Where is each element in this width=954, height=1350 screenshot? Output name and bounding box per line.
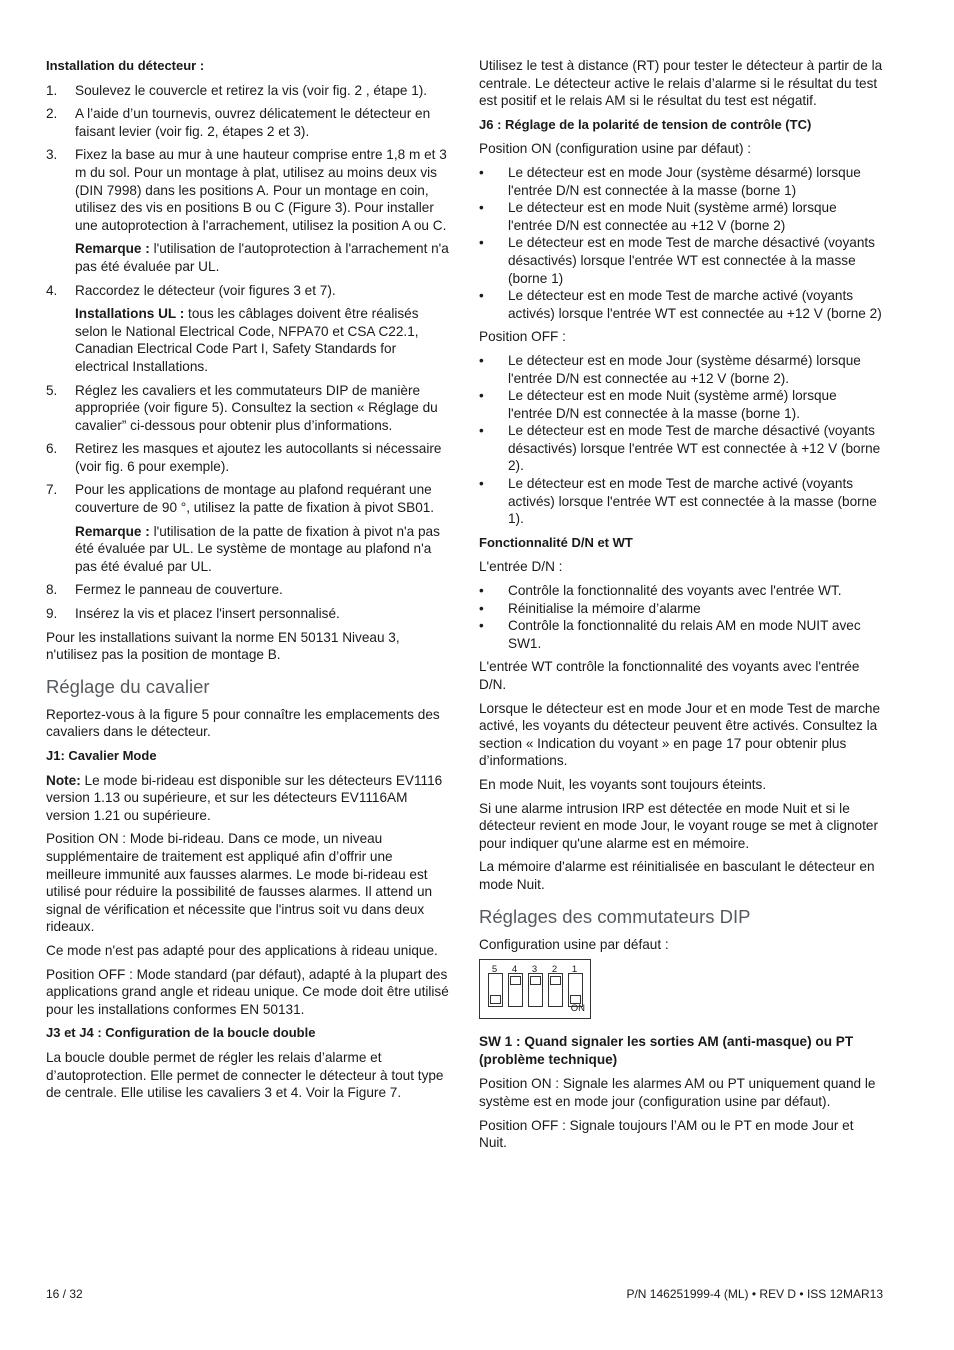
list-item: • Le détecteur est en mode Nuit (système armé) lorsque l'entrée D/N est connectée au +12 V (borne 2) [479, 199, 883, 234]
part-number: P/N 146251999-4 (ML) • REV D • ISS 12MAR13 [626, 1287, 883, 1301]
irp-paragraph: Si une alarme intrusion IRP est détectée en mode Nuit et si le détecteur revient en mode Jour, le voyant rouge se met à clignoter pour indiquer qu'une alarme est en mémoire. [479, 800, 878, 851]
ul-installations-note: Installations UL : tous les câblages doivent être réalisés selon le National Electrical Code, NFPA70 et CSA C22.1, Canadian Electrical Code Part I, Safety Standards for electrical Installations. [75, 306, 419, 374]
cavalier-intro: Reportez-vous à la figure 5 pour connaître les emplacements des cavaliers dans le détecteur. [46, 706, 440, 740]
dip-switch-number: 4 [511, 964, 518, 976]
j1-on-paragraph: Position ON : Mode bi-rideau. Dans ce mode, un niveau supplémentaire de traitement est appliqué afin d’offrir une meilleure immunité aux fausses alarmes. Le mode bi-rideau est utilisé pour réduire la possibilité de fausses alarmes. Il attend un signal de vérification et nécessite que l'intrus soit vu dans deux rideaux. [46, 831, 433, 935]
dip-switch-3 [528, 973, 543, 1007]
list-item: • Le détecteur est en mode Test de marche désactivé (voyants désactivés) lorsque l'entrée WT est connectée à +12 V (borne 2). [479, 422, 883, 475]
list-item: • Le détecteur est en mode Test de marche désactivé (voyants désactivés) lorsque l'entrée WT est connectée à la masse (borne 1) [479, 234, 883, 287]
dip-switch-2 [548, 973, 563, 1007]
list-item: • Le détecteur est en mode Test de marche activé (voyants activés) lorsque l'entrée WT est connectée à la masse (borne 1). [479, 475, 883, 528]
remarque-pivot: Remarque : l'utilisation de la patte de fixation à pivot n'a pas été évaluée par UL. Le système de montage au plafond n'a pas été évalué par UL. [75, 523, 440, 574]
cavalier-heading: Réglage du cavalier [46, 675, 210, 697]
list-item: • Le détecteur est en mode Test de marche activé (voyants activés) lorsque l'entrée WT est connectée au +12 V (borne 2) [479, 287, 883, 322]
install-heading: Installation du détecteur : [46, 58, 205, 73]
dip-on-label: ON [570, 1002, 585, 1014]
j6-on-list [479, 164, 883, 322]
list-item: • Le détecteur est en mode Jour (système désarmé) lorsque l'entrée D/N est connectée à la masse (borne 1) [479, 164, 883, 199]
dip-switch-number: 3 [531, 964, 538, 976]
dip-switch-1 [568, 973, 583, 1007]
j6-off-label: Position OFF : [479, 329, 566, 345]
j3-paragraph: La boucle double permet de régler les relais d’alarme et d’autoprotection. Elle permet de connecter le détecteur à tout type de centrale. Elle utilise les cavaliers 3 et 4. Voir la Figure 7. [46, 1049, 444, 1101]
dn-label: L'entrée D/N : [479, 559, 563, 575]
page-number: 16 / 32 [46, 1287, 83, 1301]
sw1-on-paragraph: Position ON : Signale les alarmes AM ou PT uniquement quand le système est en mode jour (configuration usine par défaut). [479, 1076, 876, 1109]
dip-switch-knob [570, 995, 581, 1004]
j1-not-adapted: Ce mode n'est pas adapté pour des applications à rideau unique. [46, 942, 438, 958]
en50131-paragraph: Pour les installations suivant la norme EN 50131 Niveau 3, n'utilisez pas la position de montage B. [46, 629, 400, 663]
list-item: • Contrôle la fonctionnalité des voyants avec l'entrée WT. [479, 582, 883, 600]
list-item: 6. Retirez les masques et ajoutez les autocollants si nécessaire (voir fig. 6 pour exemple). [46, 441, 442, 474]
list-item: 4. Raccordez le détecteur (voir figures 3 et 7). [46, 282, 336, 298]
list-item: 5. Réglez les cavaliers et les commutateurs DIP de manière appropriée (voir figure 5). Consultez la section « Réglage du cavalier” ci-dessous pour obtenir plus d’informations. [46, 382, 438, 433]
sw1-heading: SW 1 : Quand signaler les sorties AM (anti-masque) ou PT (problème technique) [479, 1034, 854, 1067]
dip-switch-number: 5 [491, 964, 498, 976]
list-item: • Le détecteur est en mode Nuit (système armé) lorsque l'entrée D/N est connectée à la masse (borne 1). [479, 387, 883, 422]
reset-paragraph: La mémoire d'alarme est réinitialisée en basculant le détecteur en mode Nuit. [479, 859, 875, 892]
dip-switch-knob [550, 976, 561, 985]
dip-switch-knob [490, 995, 501, 1004]
sw1-off-paragraph: Position OFF : Signale toujours l’AM ou le PT en mode Jour et Nuit. [479, 1117, 854, 1151]
left-column [46, 57, 450, 1108]
j1-off-paragraph: Position OFF : Mode standard (par défaut), adapté à la plupart des applications grand angle et rideau unique. Ce mode doit être utilisé pour les installations conformes EN 50131. [46, 966, 449, 1017]
j6-on-label: Position ON (configuration usine par défaut) : [479, 141, 752, 157]
nuit-paragraph: En mode Nuit, les voyants sont toujours éteints. [479, 776, 767, 792]
dn-heading: Fonctionnalité D/N et WT [479, 534, 633, 550]
right-column [479, 57, 883, 1158]
dip-switch-diagram [479, 959, 591, 1019]
list-item: • Le détecteur est en mode Jour (système désarmé) lorsque l'entrée D/N est connectée au +12 V (borne 2). [479, 352, 883, 387]
dip-switch-5 [488, 973, 503, 1007]
dip-switch-number: 2 [551, 964, 558, 976]
rt-paragraph: Utilisez le test à distance (RT) pour tester le détecteur à partir de la centrale. Le détecteur active le relais d’alarme si le résultat du test est positif et le relais AM si le résultat du test est négatif. [479, 58, 883, 109]
wt-paragraph: L'entrée WT contrôle la fonctionnalité des voyants avec l'entrée D/N. [479, 659, 860, 692]
dip-switch-knob [510, 976, 521, 985]
j3-heading: J3 et J4 : Configuration de la boucle double [46, 1025, 316, 1041]
j1-heading: J1: Cavalier Mode [46, 748, 157, 763]
dip-switch-knob [530, 976, 541, 985]
list-item: 1. Soulevez le couvercle et retirez la vis (voir fig. 2 , étape 1). [46, 82, 428, 98]
list-item: 2. A l’aide d’un tournevis, ouvrez délicatement le détecteur en faisant levier (voir fig. 2, étapes 2 et 3). [46, 106, 431, 139]
install-steps [46, 82, 450, 235]
dn-list [479, 582, 883, 652]
dip-default-label: Configuration usine par défaut : [479, 936, 669, 952]
list-item: 7. Pour les applications de montage au plafond requérant une couverture de 90 °, utilisez la patte de fixation à pivot SB01. [46, 482, 435, 516]
list-item: 3. Fixez la base au mur à une hauteur comprise entre 1,8 m et 3 m du sol. Pour un montage à plat, utilisez au moins deux vis (DIN 7998) dans les positions A. Pour un montage en coin, utilisez des vis en positions B ou C (Figure 3). Pour installer une autoprotection à l'arrachement, utilisez la position A ou C. [46, 147, 447, 233]
dip-heading: Réglages des commutateurs DIP [479, 905, 751, 927]
remarque-autoprotection: Remarque : l'utilisation de l'autoprotection à l'arrachement n'a pas été évaluée par UL. [75, 241, 449, 274]
j1-note: Note: Le mode bi-rideau est disponible sur les détecteurs EV1116 version 1.13 ou supérieure, et sur les détecteurs EV1116AM version 1.21 ou supérieure. [46, 772, 443, 823]
jour-paragraph: Lorsque le détecteur est en mode Jour et en mode Test de marche activé, les voyants du détecteur peuvent être activés. Consultez la section « Indication du voyant » en page 17 pour obtenir plus d’informations. [479, 700, 881, 769]
list-item: • Contrôle la fonctionnalité du relais AM en mode NUIT avec SW1. [479, 617, 883, 652]
j6-off-list [479, 352, 883, 528]
dip-switch-number: 1 [571, 964, 578, 976]
list-item: 9. Insérez la vis et placez l'insert personnalisé. [46, 606, 340, 622]
dip-switch-4 [508, 973, 523, 1007]
list-item: 8. Fermez le panneau de couverture. [46, 582, 283, 598]
j6-heading: J6 : Réglage de la polarité de tension de contrôle (TC) [479, 116, 812, 132]
list-item: • Réinitialise la mémoire d’alarme [479, 600, 883, 618]
